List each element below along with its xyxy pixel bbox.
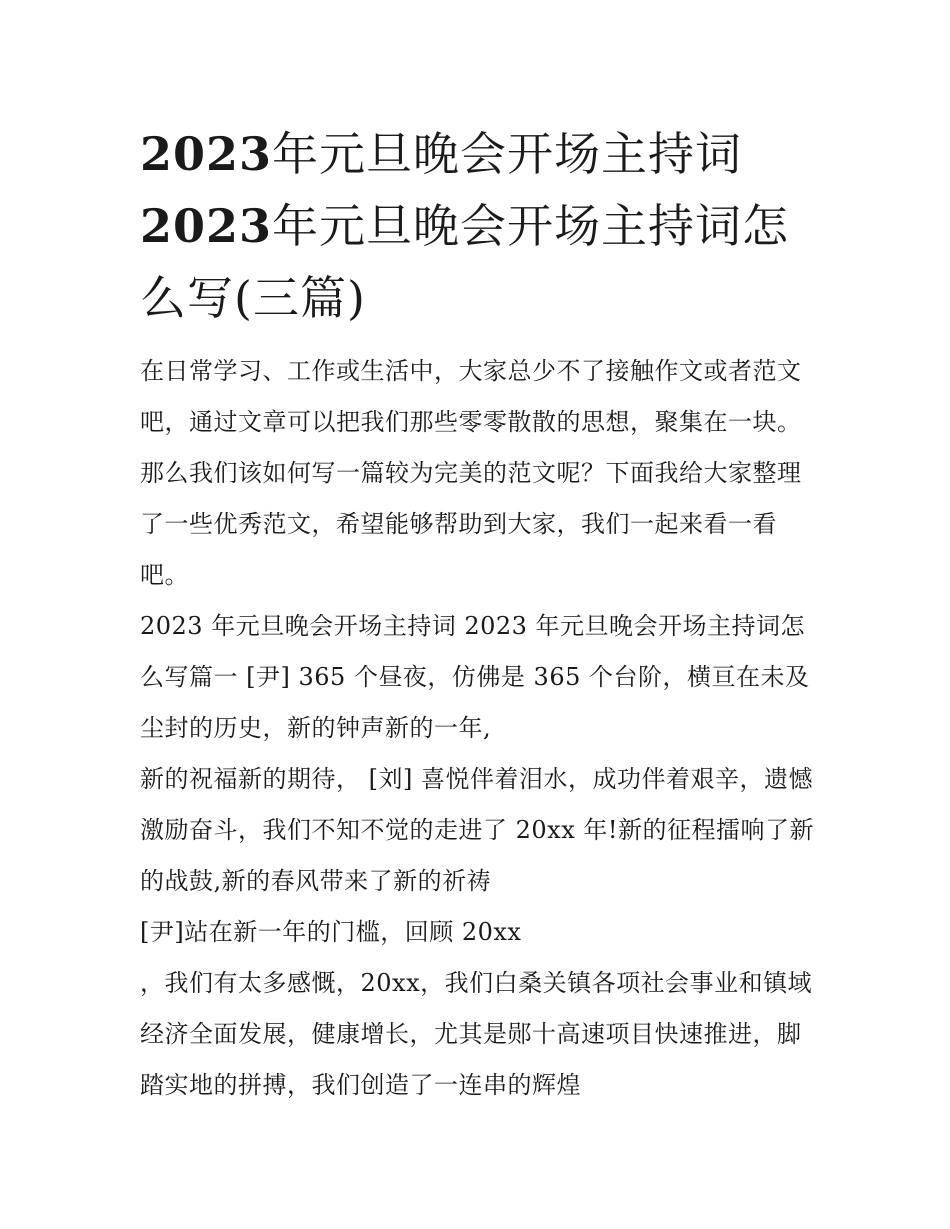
document-title	[140, 118, 820, 334]
paragraph-3: [尹]站在新一年的门槛，回顾 20xx	[140, 918, 522, 946]
title-line-3: 么写(三篇)	[140, 271, 366, 325]
document-page	[140, 118, 820, 1111]
paragraph-intro: 在日常学习、工作或生活中，大家总少不了接触作文或者范文吧，通过文章可以把我们那些零零散散的思想，聚集在一块。那么我们该如何写一篇较为完美的范文呢？下面我给大家整理了一些优秀范文，希望能够帮助到大家，我们一起来看一看吧。	[140, 357, 802, 589]
title-line-2: 2023年元旦晚会开场主持词怎	[140, 199, 790, 253]
paragraph-2: 新的祝福新的期待， [刘] 喜悦伴着泪水，成功伴着艰辛，遗憾激励奋斗，我们不知不觉的走进了 20xx 年!新的征程擂响了新的战鼓,新的春风带来了新的祈祷	[140, 765, 815, 895]
title-line-1: 2023年元旦晚会开场主持词	[140, 127, 743, 181]
paragraph-1: 2023 年元旦晚会开场主持词 2023 年元旦晚会开场主持词怎么写篇一 [尹] 365 个昼夜，仿佛是 365 个台阶，横亘在未及尘封的历史，新的钟声新的一年,	[140, 612, 810, 742]
paragraph-4: ，我们有太多感慨，20xx，我们白桑关镇各项社会事业和镇域经济全面发展，健康增长，尤其是郧十高速项目快速推进，脚踏实地的拼搏，我们创造了一连串的辉煌	[140, 969, 813, 1099]
document-body	[140, 346, 820, 1111]
